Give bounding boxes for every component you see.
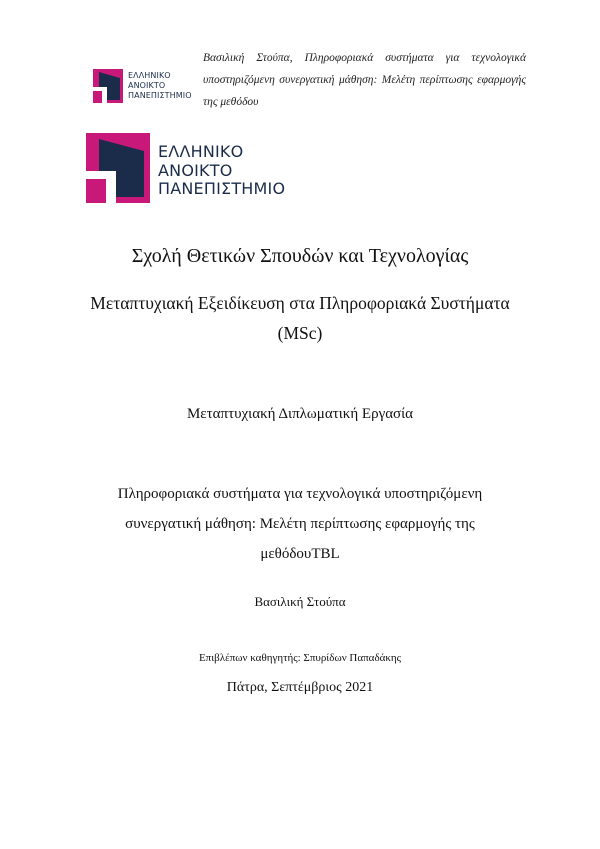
- logo-line1: ΕΛΛΗΝΙΚΟ: [158, 142, 244, 161]
- header-university-logo: [93, 69, 193, 105]
- supervisor: Επιβλέπων καθηγητής: Σπυρίδων Παπαδάκης: [198, 652, 402, 664]
- thesis-title-line3: μεθόδουTBL: [260, 546, 340, 562]
- logo-line3: ΠΑΝΕΠΙΣΤΗΜΙΟ: [158, 179, 286, 198]
- university-logo-mark-icon: [86, 133, 156, 205]
- thesis-title-line2: συνεργατική μάθηση: Μελέτη περίπτωσης εφαρμογής της: [125, 516, 475, 532]
- program-name: [0, 288, 600, 348]
- thesis-type: Μεταπτυχιακή Διπλωματική Εργασία: [186, 406, 414, 422]
- school-name: Σχολή Θετικών Σπουδών και Τεχνολογίας: [131, 245, 469, 267]
- logo-line2: ΑΝΟΙΚΤΟ: [158, 160, 233, 180]
- place-date: Πάτρα, Σεπτέμβριος 2021: [226, 680, 374, 695]
- header-logo-line1: ΕΛΛΗΝΙΚΟ: [128, 71, 171, 80]
- university-logo-text: [158, 143, 285, 199]
- header-logo-mark-icon: [93, 69, 125, 105]
- program-line1: Μεταπτυχιακή Εξειδίκευση στα Πληροφοριακά Συστήματα: [90, 293, 510, 313]
- author-name: Βασιλική Στούπα: [254, 594, 346, 609]
- university-logo: [86, 133, 296, 205]
- header-logo-text: [128, 71, 192, 101]
- program-line2: (MSc): [277, 323, 323, 343]
- thesis-title-line1: Πληροφοριακά συστήματα για τεχνολογικά υποστηριζόμενη: [117, 486, 483, 502]
- header-logo-line3: ΠΑΝΕΠΙΣΤΗΜΙΟ: [128, 91, 192, 100]
- thesis-title: [0, 479, 600, 569]
- header-logo-line2: ΑΝΟΙΚΤΟ: [128, 81, 166, 90]
- running-header-text: Βασιλική Στούπα, Πληροφοριακά συστήματα για τεχνολογικά υποστηριζόμενη συνεργατική μάθηση: Μελέτη περίπτωσης εφαρμογής της μεθόδου: [203, 52, 526, 108]
